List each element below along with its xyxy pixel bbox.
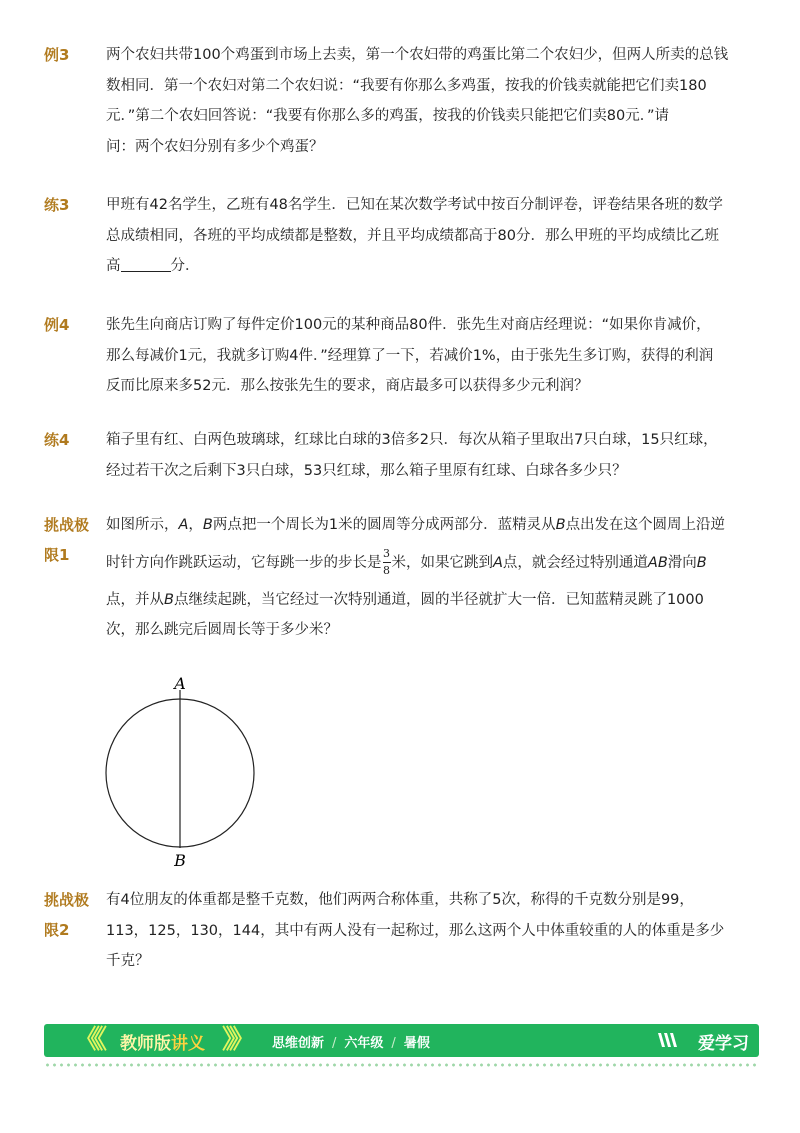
problem-line: 113，125，130，144，其中有两人没有一起称过，那么这两个人中体重较重的人的体重是多少 (106, 922, 725, 939)
brand-title: 教师版讲义 (120, 1034, 205, 1054)
fraction: $\frac{3}{8}$ (383, 547, 390, 577)
problem-line: 次，那么跳完后圆周长等于多少米？ (106, 622, 338, 638)
problem-body (106, 425, 734, 486)
chevrons-left: 《《 (74, 1025, 102, 1055)
problem-line: 甲班有42名学生，乙班有48名学生．已知在某次数学考试中按百分制评卷，评卷结果各班的数学 (106, 197, 723, 213)
chevrons-right: 》》 (222, 1025, 250, 1055)
problem-tag: 挑战极 限2 (44, 891, 90, 939)
problem-example-4 (44, 310, 734, 402)
problem-line: 那么每减价1元，我就多订购4件．”经理算了一下，若减价1%，由于张先生多订购，获得的利润 (106, 347, 714, 364)
problem-practice-3 (44, 190, 734, 282)
problem-line: 箱子里有红、白两色玻璃球，红球比白球的3倍多2只．每次从箱子里取出7只白球，15只红球， (106, 432, 718, 448)
answer-blank[interactable] (121, 255, 171, 272)
problem-line: 高 分． (106, 251, 734, 282)
problem-body (106, 510, 734, 646)
problem-line: 反而比原来多52元．那么按张先生的要求，商店最多可以获得多少元利润？ (106, 378, 589, 394)
footer-dotted-line (44, 1063, 759, 1067)
label-b: B (174, 851, 186, 870)
problem-line: 如图所示，A，B两点把一个周长为1米的圆周等分成两部分．蓝精灵从B点出发在这个圆周上沿逆 (106, 517, 726, 533)
problem-body (106, 190, 734, 282)
problem-practice-4 (44, 425, 734, 486)
footer-bar (44, 1024, 759, 1057)
problem-line: 张先生向商店订购了每件定价100元的某种商品80件．张先生对商店经理说：“如果你肯减价， (106, 317, 711, 333)
problem-body (106, 40, 734, 162)
circle-diagram (104, 676, 264, 870)
problem-challenge-2 (44, 885, 734, 977)
problem-line: 两个农妇共带100个鸡蛋到市场上去卖，第一个农妇带的鸡蛋比第二个农妇少，但两人所卖的总钱 (106, 47, 729, 63)
footer-meta: 思维创新 / 六年级 / 暑假 (272, 1036, 430, 1051)
logo-text: 爱学习 (698, 1034, 749, 1054)
problem-tag: 练3 (44, 196, 70, 214)
problem-challenge-1 (44, 510, 734, 646)
problem-line: 有4位朋友的体重都是整千克数，他们两两合称体重，共称了5次，称得的千克数分别是99， (106, 892, 694, 908)
problem-body (106, 310, 734, 402)
problem-example-3 (44, 40, 734, 162)
problem-tag: 例4 (44, 316, 70, 334)
problem-tag: 练4 (44, 431, 70, 449)
problem-line: 总成绩相同，各班的平均成绩都是整数，并且平均成绩都高于80分．那么甲班的平均成绩比乙班 (106, 227, 719, 244)
problem-line: 时针方向作跳跃运动，它每跳一步的步长是 $\frac{3}{8}$ 米，如果它跳到A点，就会经过特别通道AB滑向B (106, 547, 707, 577)
problem-tag: 挑战极 限1 (44, 516, 90, 564)
problem-line: 点，并从B点继续起跳，当它经过一次特别通道，圆的半径就扩大一倍．已知蓝精灵跳了1000 (106, 591, 704, 608)
problem-line: 千克？ (106, 953, 150, 969)
problem-line: 元．”第二个农妇回答说：“我要有你那么多的鸡蛋，按我的价钱卖只能把它们卖80元．”请 (106, 108, 669, 124)
logo-icon (657, 1031, 679, 1049)
problem-tag: 例3 (44, 46, 70, 64)
problem-line: 经过若干次之后剩下3只白球，53只红球，那么箱子里原有红球、白球各多少只？ (106, 462, 627, 479)
problem-line: 数相同．第一个农妇对第二个农妇说：“我要有你那么多鸡蛋，按我的价钱卖就能把它们卖180 (106, 77, 707, 94)
problem-line: 问：两个农妇分别有多少个鸡蛋？ (106, 138, 324, 155)
label-a: A (174, 676, 186, 693)
problem-body (106, 885, 734, 977)
